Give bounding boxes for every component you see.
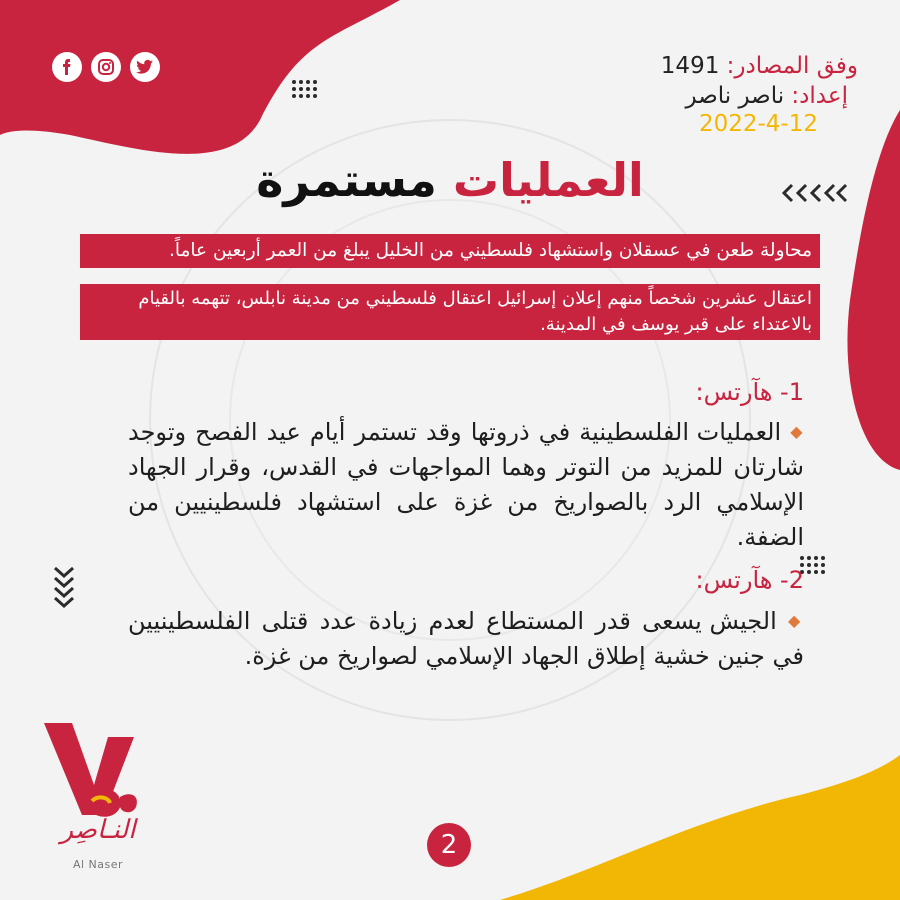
item-1-source: 1- هآرتس: xyxy=(695,378,804,406)
title-red-part: العمليات xyxy=(452,153,644,207)
instagram-icon[interactable] xyxy=(91,52,121,82)
prepared-line xyxy=(528,82,848,110)
item-1-paragraph xyxy=(128,414,804,555)
prepared-value: ناصر ناصر xyxy=(685,83,785,109)
chevrons-left-icon xyxy=(782,182,848,204)
item-2-paragraph xyxy=(128,603,804,674)
sources-value: 1491 xyxy=(660,53,720,79)
facebook-icon[interactable] xyxy=(52,52,82,82)
brand-arabic: النـاصِر xyxy=(60,815,136,845)
item-2-bullet-icon: ◆ xyxy=(788,611,804,630)
social-icons xyxy=(52,52,160,82)
twitter-icon[interactable] xyxy=(130,52,160,82)
item-2-text: الجيش يسعى قدر المستطاع لعدم زيادة عدد قتلى الفلسطينيين في جنين خشية إطلاق الجهاد الإسلامي لصواريخ من غزة. xyxy=(128,607,804,670)
item-1-bullet-icon: ◆ xyxy=(790,422,804,441)
sources-line xyxy=(538,52,858,80)
bottom-right-yellow-wave xyxy=(500,755,900,900)
dots-decoration-top xyxy=(292,80,317,98)
date-text: 2022-4-12 xyxy=(698,111,818,137)
right-red-wave xyxy=(847,110,900,470)
item-1-text: العمليات الفلسطينية في ذروتها وقد تستمر أيام عيد الفصح وتوجد شارتان للمزيد من التوتر وهما المواجهات في القدس، وقرار الجهاد الإسلامي الرد بالصواريخ من غزة على استشهاد فلسطينيين من الضفة. xyxy=(128,418,804,551)
al-naser-logo xyxy=(36,715,156,825)
item-2-source: 2- هآرتس: xyxy=(695,566,804,594)
page-title xyxy=(180,150,720,210)
chevrons-down-icon xyxy=(52,565,76,611)
highlight-box-2: اعتقال عشرين شخصاً منهم إعلان إسرائيل اعتقال فلسطيني من مدينة نابلس، تتهمه بالقيام بالاعتداء على قبر يوسف في المدينة. xyxy=(80,284,820,340)
sources-label: وفق المصادر: xyxy=(726,53,858,79)
title-black-part: مستمرة xyxy=(256,153,437,207)
highlight-box-1: محاولة طعن في عسقلان واستشهاد فلسطيني من الخليل يبلغ من العمر أربعين عاماً. xyxy=(80,234,820,268)
page-number-badge: 2 xyxy=(427,823,471,867)
prepared-label: إعداد: xyxy=(791,83,848,109)
brand-english: Al Naser xyxy=(72,858,124,871)
